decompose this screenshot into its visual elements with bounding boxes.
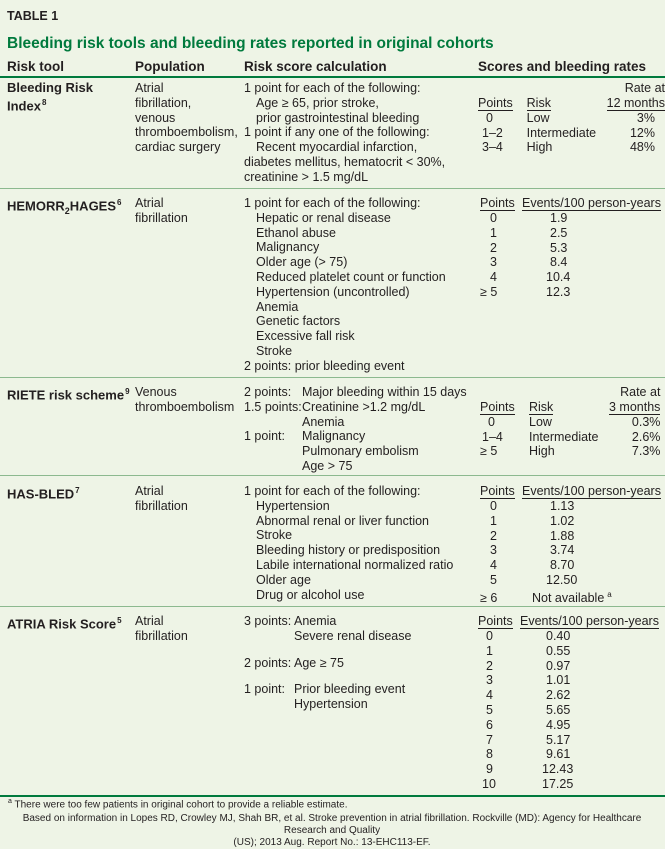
population-riete: Venous thromboembolism [135, 385, 235, 414]
row-separator [0, 188, 665, 189]
tool-atria-risk-score: ATRIA Risk Score$^5$ [7, 616, 122, 632]
tool-has-bled: HAS-BLED$^7$ [7, 486, 80, 502]
population-hemorr2hages: Atrial fibrillation [135, 196, 188, 225]
calculation-bleeding-risk-index: 1 point for each of the following: Age ≥ 65, prior stroke, prior gastrointestinal bleeding 1 point if any one of the following: Recent myocardial infarction, diabetes mellitus, hematocrit < 30%, creatinine > 1.5 mg/dL [244, 81, 446, 184]
scores-atria: Points Events/100 person-years 0 0.40 1 0.55 2 0.97 3 1.01 4 2.62 5 5.65 6 4.95 7 5.17 8 9.61 9 12.43 10 17.25 [478, 614, 659, 791]
population-atria: Atrial fibrillation [135, 614, 188, 643]
header-rule [0, 76, 665, 78]
row-separator [0, 606, 665, 607]
scores-hemorr2hages: Points Events/100 person-years 0 1.9 1 2.5 2 5.3 3 8.4 4 10.4 ≥ 5 12.3 [480, 196, 661, 299]
header-scores-bleeding-rates: Scores and bleeding rates [478, 59, 647, 74]
tool-riete-risk-scheme: RIETE risk scheme$^9$ [7, 387, 130, 403]
calculation-hemorr2hages: 1 point for each of the following: Hepatic or renal disease Ethanol abuse Malignancy Older age (> 75) Reduced platelet count or function Hypertension (uncontrolled) Anemia Genetic factors Excessive fall risk Stroke 2 points: prior bleeding event [244, 196, 446, 373]
calculation-has-bled: 1 point for each of the following: Hypertension Abnormal renal or liver function Stroke Bleeding history or predisposition Labile international normalized ratio Older age Drug or alcohol use [244, 484, 454, 602]
header-risk-score-calculation: Risk score calculation [244, 59, 387, 74]
scores-bleeding-risk-index: Rate at Points Risk 12 months 0 Low 3% 1–2 Intermediate 12% 3–4 High 48% [478, 81, 665, 155]
footnote: $^a$ There were too few patients in original cohort to provide a reliable estimate. [8, 798, 348, 811]
population-has-bled: Atrial fibrillation [135, 484, 188, 513]
header-risk-tool: Risk tool [7, 59, 65, 74]
population-bleeding-risk-index: Atrial fibrillation, venous thromboembolism, cardiac surgery [135, 81, 238, 155]
header-population: Population [135, 59, 205, 74]
source-note: Based on information in Lopes RD, Crowley MJ, Shah BR, et al. Stroke prevention in atrial fibrillation. Rockville (MD): Agency for Healthcare Research and Quality (US); 2013 Aug. Report No.: 13-EHC113-EF. [22, 813, 642, 848]
scores-riete: Rate at Points Risk 3 months 0 Low 0.3% 1–4 Intermediate 2.6% ≥ 5 High 7.3% [480, 385, 661, 459]
tool-hemorr2hages: $HEMORR_2HAGES^6$ [7, 198, 122, 216]
bottom-rule [0, 795, 665, 797]
row-separator [0, 475, 665, 476]
table-label: TABLE 1 [7, 9, 59, 23]
calculation-atria: 3 points: Anemia Severe renal disease 2 points: Age ≥ 75 1 point: Prior bleeding event Hypertension [244, 614, 412, 712]
tool-bleeding-risk-index: Bleeding Risk Index$^8$ [7, 80, 93, 114]
table-title: Bleeding risk tools and bleeding rates reported in original cohorts [7, 35, 494, 52]
row-separator [0, 377, 665, 378]
scores-has-bled: Points Events/100 person-years 0 1.13 1 1.02 2 1.88 3 3.74 4 8.70 5 12.50 ≥ 6 Not available $^a$ [480, 484, 661, 605]
calculation-riete: 2 points: Major bleeding within 15 days 1.5 points:Creatinine >1.2 mg/dL Anemia 1 point: Malignancy Pulmonary embolism Age > 75 [244, 385, 467, 473]
